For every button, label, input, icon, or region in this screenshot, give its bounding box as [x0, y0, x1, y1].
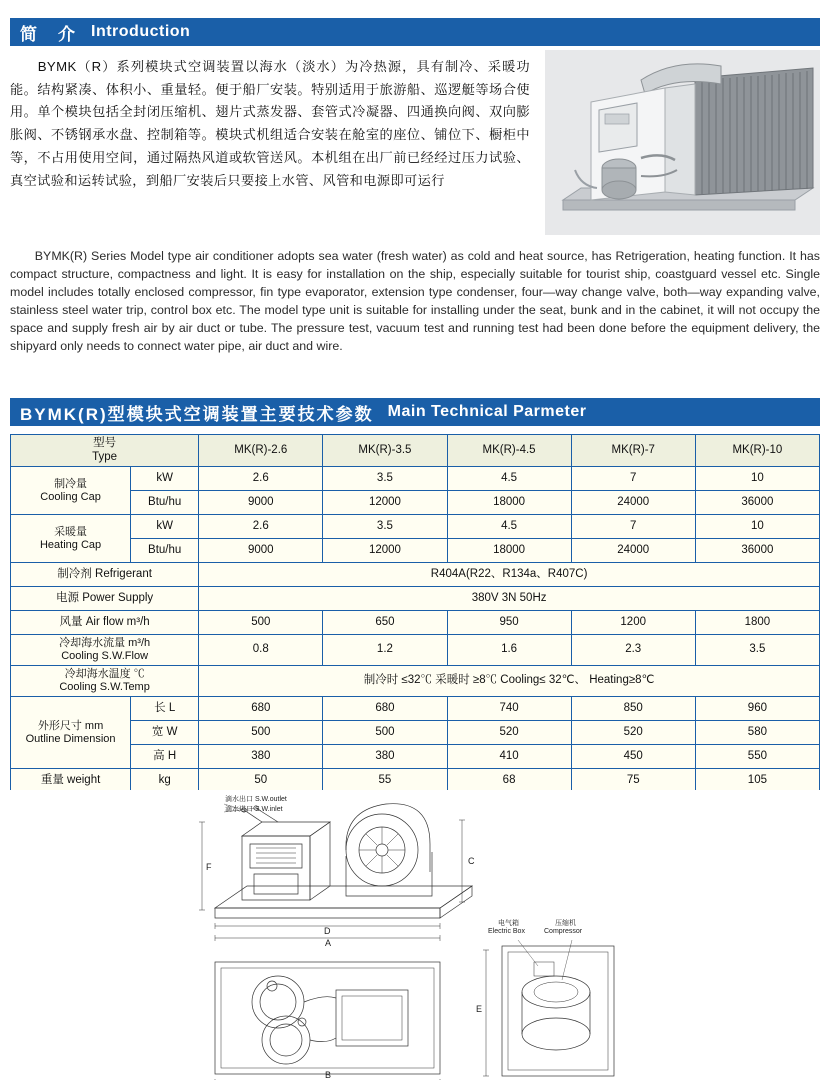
cooling-cap-en: Cooling Cap: [40, 490, 101, 503]
cell: 3.5: [323, 515, 447, 539]
row-label-air-flow: [11, 611, 199, 635]
cell: 3.5: [695, 635, 819, 666]
cell: 2.6: [199, 467, 323, 491]
refrigerant-cn: 制冷剂: [57, 567, 92, 580]
table-row: [11, 666, 820, 697]
row-label-cooling-cap: [11, 467, 131, 515]
cell: 0.8: [199, 635, 323, 666]
cell: 18000: [447, 539, 571, 563]
header-model-3: MK(R)-4.5: [447, 435, 571, 467]
cell: 380: [323, 745, 447, 769]
cell: 500: [323, 721, 447, 745]
cell: 7: [571, 467, 695, 491]
table-row: [11, 563, 820, 587]
drawing-dimension-b: B: [325, 1070, 332, 1080]
header-model-2: MK(R)-3.5: [323, 435, 447, 467]
cell: 50: [199, 769, 323, 793]
power-supply-value: 380V 3N 50Hz: [199, 587, 820, 611]
cell: 1200: [571, 611, 695, 635]
heating-cap-en: Heating Cap: [39, 538, 102, 551]
air-flow-cn: 风量: [59, 615, 83, 628]
weight-cn: 重量: [40, 773, 64, 786]
cell: 580: [695, 721, 819, 745]
cell: 740: [447, 697, 571, 721]
sw-temp-en: Cooling S.W.Temp: [59, 681, 150, 694]
cell: 650: [323, 611, 447, 635]
drawing-dimension-d: D: [324, 926, 331, 936]
table-row: [11, 515, 820, 539]
sw-flow-en: Cooling S.W.Flow: [61, 650, 149, 663]
header-model-cell: [11, 435, 199, 467]
drawing-side-elevation: [483, 940, 614, 1076]
outline-sub-width: 宽 W: [131, 721, 199, 745]
table-row: [11, 745, 820, 769]
drawing-dimension-e: E: [476, 1004, 483, 1014]
header-model-en: Type: [92, 450, 118, 463]
power-supply-cn: 电源: [56, 591, 80, 604]
table-header-row: [11, 435, 820, 467]
drawing-label-compressor-cn: 压缩机: [555, 920, 576, 927]
table-row: [11, 721, 820, 745]
row-label-weight: [11, 769, 131, 793]
weight-unit: kg: [131, 769, 199, 793]
section-header-introduction: [10, 18, 820, 46]
cell: 410: [447, 745, 571, 769]
header-model-cn: 型号: [93, 437, 117, 449]
introduction-chinese-paragraph: [10, 56, 530, 192]
introduction-english-text: BYMK(R) Series Model type air conditioner adopts sea water (fresh water) as cold and heat source, has Retrigeration, heating function. It has compact structure, compactness and light. It is easy for installation on the ship, especially suitable for tourist ship, coastguard vessel etc. Single model includes totally enclosed compressor, fin type evaporator, extension type condenser, four—way change valve, both—way expanding valve, stainless steel water trip, control box etc. The model type unit is suitable for installing under the seat, bunk and in the cabinet, it will not occupy the space and supply fresh air by air duct or tube. The pressure test, vacuum test and running test had been done before the equipment delivery, the shipyard only needs to connect water pipe, air duct and wire.: [10, 249, 820, 353]
drawing-label-sw-outlet: 滴水出口 S.W.outlet: [225, 796, 287, 803]
drawing-label-electric-box-en: Electric Box: [488, 928, 525, 935]
table-row: [11, 467, 820, 491]
drawing-dimension-c: C: [468, 856, 475, 866]
table-row: [11, 539, 820, 563]
cell: 550: [695, 745, 819, 769]
cell: 10: [695, 515, 819, 539]
drawing-dimension-f: F: [206, 862, 212, 872]
cell: 75: [571, 769, 695, 793]
drawing-dimension-a: A: [325, 938, 332, 948]
cell: 1.6: [447, 635, 571, 666]
refrigerant-en: Refrigerant: [95, 567, 152, 580]
tech-title-cn: BYMK(R)型模块式空调装置主要技术参数: [20, 404, 374, 424]
cell: 500: [199, 721, 323, 745]
technical-parameters-table: [10, 434, 820, 793]
unit-cooling-kw: kW: [131, 467, 199, 491]
header-model-4: MK(R)-7: [571, 435, 695, 467]
section-title-cn: 简 介: [20, 24, 77, 44]
cell: 4.5: [447, 515, 571, 539]
air-flow-unit: m³/h: [126, 615, 150, 628]
drawing-isometric-view: [199, 804, 472, 941]
cell: 9000: [199, 491, 323, 515]
drawing-label-sw-inlet: 滴水进口 S.W.inlet: [225, 806, 283, 813]
cell: 380: [199, 745, 323, 769]
table-row: [11, 769, 820, 793]
product-photo: [545, 50, 820, 235]
row-label-sw-temp: [11, 666, 199, 697]
sw-flow-cn: 冷却海水流量: [59, 637, 126, 650]
weight-en: weight: [67, 773, 101, 786]
cell: 680: [199, 697, 323, 721]
cell: 1800: [695, 611, 819, 635]
outline-sub-height: 高 H: [131, 745, 199, 769]
outline-en: Outline Dimension: [25, 732, 116, 745]
sw-flow-unit: m³/h: [128, 637, 151, 650]
cell: 24000: [571, 539, 695, 563]
cell: 2.3: [571, 635, 695, 666]
table-row: [11, 491, 820, 515]
technical-drawing: [10, 790, 820, 1080]
unit-heating-btu: Btu/hu: [131, 539, 199, 563]
cell: 68: [447, 769, 571, 793]
row-label-sw-flow: [11, 635, 199, 666]
outline-sub-length: 长 L: [131, 697, 199, 721]
table-row: [11, 611, 820, 635]
cell: 36000: [695, 491, 819, 515]
row-label-refrigerant: [11, 563, 199, 587]
header-model-1: MK(R)-2.6: [199, 435, 323, 467]
refrigerant-value: R404A(R22、R134a、R407C): [199, 563, 820, 587]
drawing-plan-view: [215, 962, 440, 1080]
cell: 3.5: [323, 467, 447, 491]
outline-cn: 外形尺寸 mm: [37, 719, 104, 732]
cell: 960: [695, 697, 819, 721]
cell: 18000: [447, 491, 571, 515]
section-header-technical: [10, 398, 820, 426]
drawing-label-compressor-en: Compressor: [544, 928, 583, 935]
cell: 950: [447, 611, 571, 635]
cell: 680: [323, 697, 447, 721]
unit-heating-kw: kW: [131, 515, 199, 539]
row-label-outline-dimension: [11, 697, 131, 769]
tech-title-en: Main Technical Parmeter: [387, 403, 587, 420]
power-supply-en: Power Supply: [82, 591, 154, 604]
sw-temp-value: 制冷时 ≤32℃ 采暖时 ≥8℃ Cooling≤ 32℃、 Heating≥8℃: [199, 666, 820, 697]
unit-cooling-btu: Btu/hu: [131, 491, 199, 515]
section-title-en: Introduction: [91, 23, 191, 40]
cell: 55: [323, 769, 447, 793]
cell: 24000: [571, 491, 695, 515]
cell: 2.6: [199, 515, 323, 539]
heating-cap-cn: 采暖量: [54, 525, 88, 538]
cooling-cap-cn: 制冷量: [54, 477, 88, 490]
sw-temp-cn: 冷却海水温度 ℃: [64, 668, 145, 681]
table-row: [11, 635, 820, 666]
cell: 450: [571, 745, 695, 769]
table-row: [11, 587, 820, 611]
header-model-5: MK(R)-10: [695, 435, 819, 467]
introduction-chinese-text: BYMK（R）系列模块式空调装置以海水（淡水）为冷热源，具有制冷、采暖功能。结构紧凑、体积小、重量轻。便于船厂安装。特别适用于旅游船、巡逻艇等场合使用。单个模块包括全封闭压缩机、翅片式蒸发器、套管式冷凝器、四通换向阀、双向膨胀阀、不锈钢承水盘、控制箱等。模块式机组适合安装在舱室的座位、铺位下、橱柜中等，不占用使用空间，通过隔热风道或软管送风。本机组在出厂前已经经过压力试验、真空试验和运转试验，到船厂安装后只要接上水管、风管和电源即可运行: [10, 59, 530, 188]
cell: 520: [447, 721, 571, 745]
row-label-heating-cap: [11, 515, 131, 563]
cell: 36000: [695, 539, 819, 563]
air-flow-en: Air flow: [85, 615, 124, 628]
cell: 7: [571, 515, 695, 539]
table-row: [11, 697, 820, 721]
drawing-label-electric-box-cn: 电气箱: [498, 920, 519, 927]
cell: 12000: [323, 491, 447, 515]
cell: 4.5: [447, 467, 571, 491]
cell: 1.2: [323, 635, 447, 666]
introduction-english-paragraph: [10, 248, 820, 356]
cell: 12000: [323, 539, 447, 563]
cell: 500: [199, 611, 323, 635]
cell: 10: [695, 467, 819, 491]
cell: 9000: [199, 539, 323, 563]
cell: 105: [695, 769, 819, 793]
cell: 520: [571, 721, 695, 745]
cell: 850: [571, 697, 695, 721]
row-label-power-supply: [11, 587, 199, 611]
